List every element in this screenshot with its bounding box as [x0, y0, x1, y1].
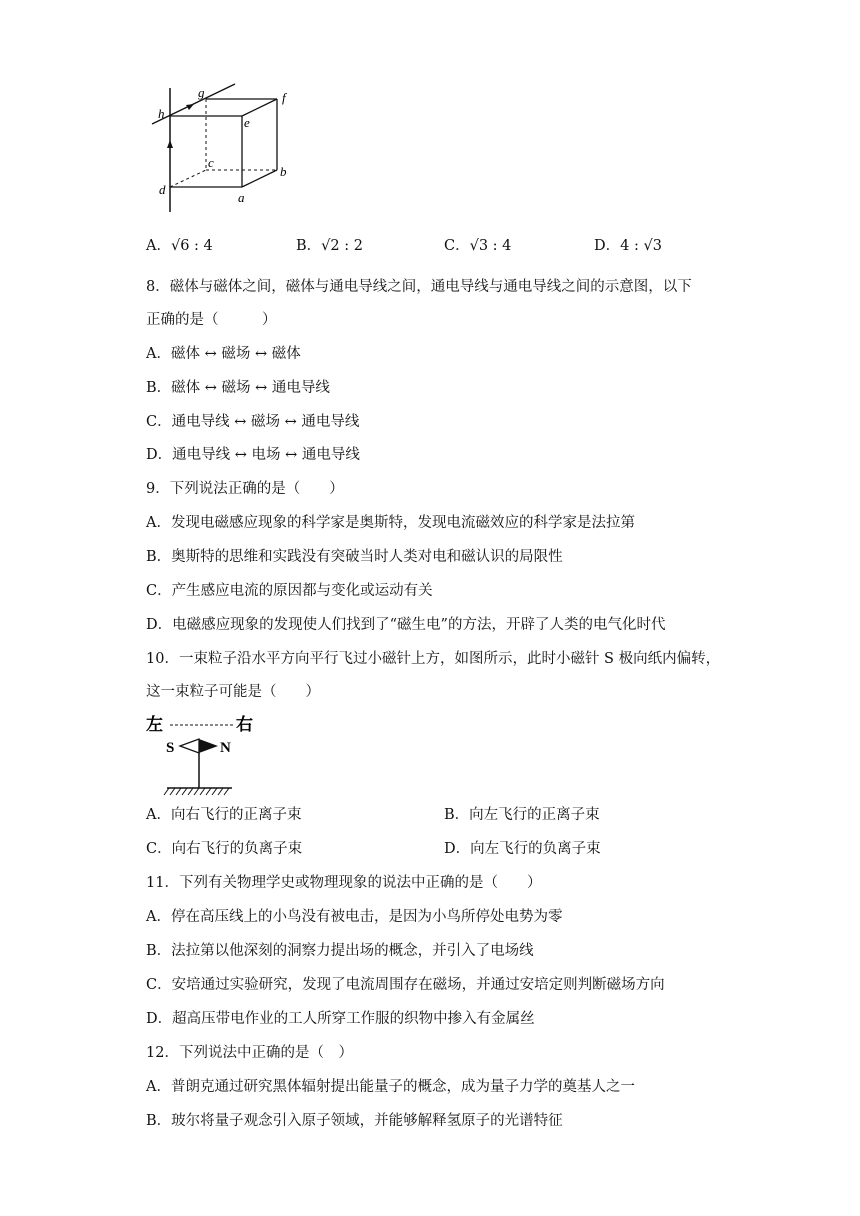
- q8-option-c: C．通电导线 ↔ 磁场 ↔ 通电导线: [146, 414, 360, 430]
- q10-option-d: D．向左飞行的负离子束: [444, 841, 601, 857]
- q7-option-c-value: √3 : 4: [469, 238, 512, 254]
- q9-option-d: D．电磁感应现象的发现使人们找到了“磁生电”的方法，开辟了人类的电气化时代: [146, 617, 666, 633]
- compass-needle-n: [199, 739, 218, 753]
- q10-option-a: A．向右飞行的正离子束: [146, 807, 302, 823]
- q10-option-b: B．向左飞行的正离子束: [444, 807, 600, 823]
- cube-figure: [140, 80, 310, 215]
- q12-stem: 12．下列说法中正确的是（ ）: [146, 1045, 353, 1061]
- q9-option-a: A．发现电磁感应现象的科学家是奥斯特，发现电流磁效应的科学家是法拉第: [146, 515, 635, 531]
- label-g: g: [198, 85, 205, 100]
- q11-option-a: A．停在高压线上的小鸟没有被电击，是因为小鸟所停处电势为零: [146, 909, 563, 925]
- label-a: a: [238, 190, 245, 205]
- label-s: S: [166, 740, 175, 756]
- q10-option-c: C．向右飞行的负离子束: [146, 841, 303, 857]
- q7-option-b: B．√2 : 2: [296, 238, 363, 254]
- compass-figure: [140, 708, 270, 800]
- q7-option-a: A．√6 : 4: [146, 238, 213, 254]
- q8-option-d: D．通电导线 ↔ 电场 ↔ 通电导线: [146, 447, 360, 463]
- label-b: b: [280, 164, 287, 179]
- label-c: c: [208, 155, 214, 170]
- q10-stem-line1: 10．一束粒子沿水平方向平行飞过小磁针上方，如图所示，此时小磁针 S 极向纸内偏转，: [146, 651, 721, 667]
- label-e: e: [244, 115, 250, 130]
- q8-stem-line2: 正确的是（ ）: [146, 312, 277, 328]
- label-left: 左: [146, 715, 163, 734]
- q12-option-a: A．普朗克通过研究黑体辐射提出能量子的概念，成为量子力学的奠基人之一: [146, 1079, 635, 1095]
- q12-option-b: B．玻尔将量子观念引入原子领域，并能够解释氢原子的光谱特征: [146, 1113, 563, 1129]
- q7-option-d-value: 4 : √3: [620, 238, 662, 254]
- label-h: h: [158, 106, 165, 121]
- q8-option-b: B．磁体 ↔ 磁场 ↔ 通电导线: [146, 380, 330, 396]
- q8-stem-line1: 8．磁体与磁体之间，磁体与通电导线之间，通电导线与通电导线之间的示意图，以下: [146, 279, 692, 295]
- q8-option-a: A．磁体 ↔ 磁场 ↔ 磁体: [146, 346, 301, 362]
- q11-option-b: B．法拉第以他深刻的洞察力提出场的概念，并引入了电场线: [146, 943, 534, 959]
- q11-stem: 11．下列有关物理学史或物理现象的说法中正确的是（ ）: [146, 875, 542, 891]
- q11-option-c: C．安培通过实验研究，发现了电流周围存在磁场，并通过安培定则判断磁场方向: [146, 977, 665, 993]
- q9-stem: 9．下列说法正确的是（ ）: [146, 481, 344, 497]
- q7-option-c: C．√3 : 4: [444, 238, 512, 254]
- q9-option-c: C．产生感应电流的原因都与变化或运动有关: [146, 583, 433, 599]
- label-n: N: [220, 740, 231, 756]
- q9-option-b: B．奥斯特的思维和实践没有突破当时人类对电和磁认识的局限性: [146, 549, 563, 565]
- q7-option-d: D．4 : √3: [594, 238, 662, 254]
- q7-option-a-value: √6 : 4: [170, 238, 213, 254]
- label-right: 右: [236, 715, 253, 734]
- label-d: d: [159, 182, 166, 197]
- q11-option-d: D．超高压带电作业的工人所穿工作服的织物中掺入有金属丝: [146, 1011, 535, 1027]
- label-f: f: [282, 90, 286, 105]
- q10-stem-line2: 这一束粒子可能是（ ）: [146, 684, 320, 700]
- compass-needle-s: [180, 739, 199, 753]
- q7-option-b-value: √2 : 2: [321, 238, 363, 254]
